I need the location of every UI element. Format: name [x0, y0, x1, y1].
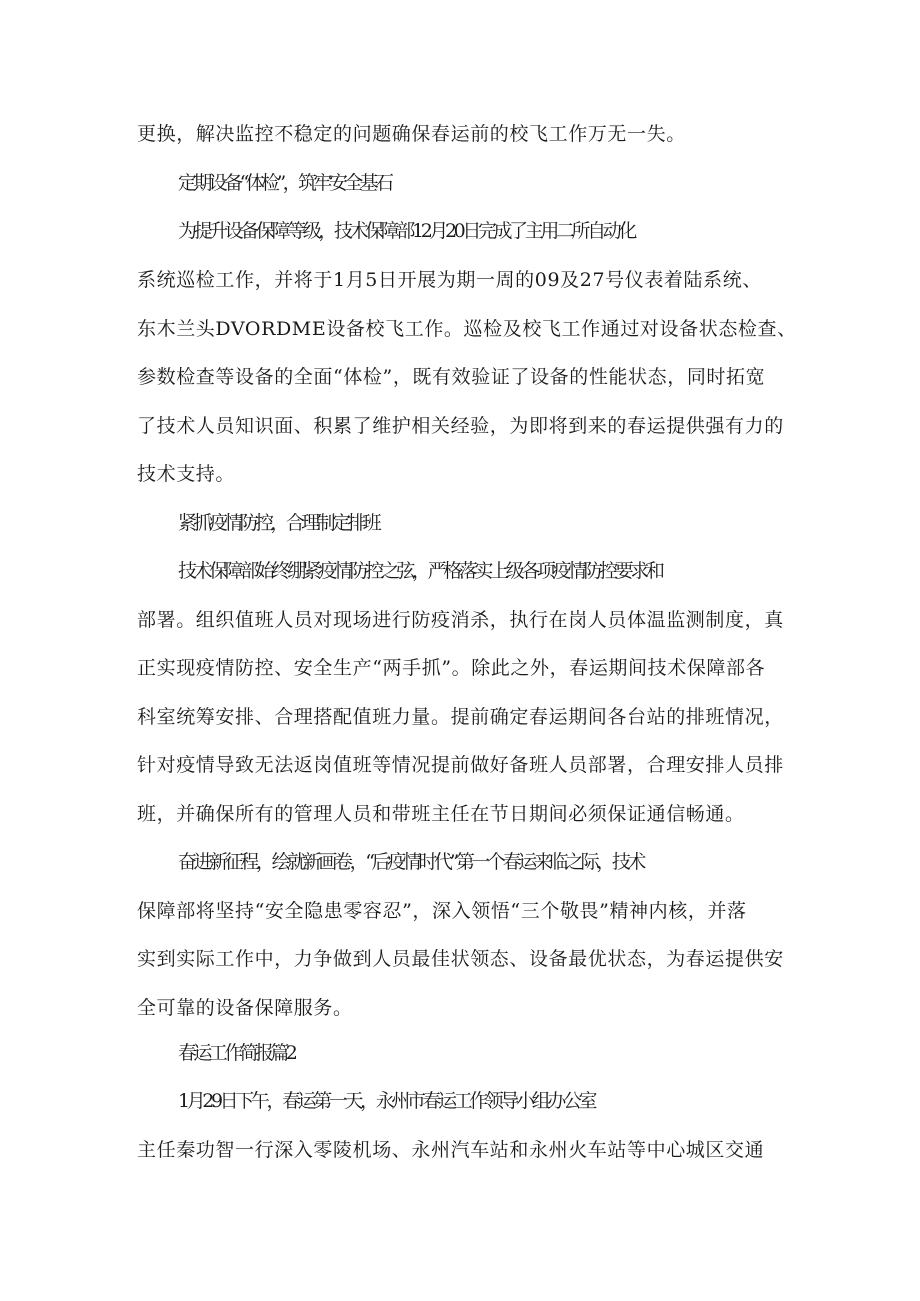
paragraph-line: 主任秦功智一行深入零陵机场、永州汽车站和永州火车站等中心城区交通 [137, 1139, 765, 1161]
paragraph-line: 班，并确保所有的管理人员和带班主任在节日期间必须保证通信畅通。 [137, 803, 745, 825]
paragraph-line: 奋进新征程，绘就新画卷，“后疫情时代”第一个春运来临之际，技术 [178, 851, 644, 873]
paragraph-line: 实到实际工作中，力争做到人员最佳状领态、设备最优状态，为春运提供安 [137, 948, 784, 970]
paragraph-line: 1月29日下午，春运第一天，永州市春运工作领导小组办公室 [178, 1090, 595, 1112]
paragraph-line: 针对疫情导致无法返岗值班等情况提前做好备班人员部署，合理安排人员排 [137, 754, 784, 776]
paragraph-line: 为提升设备保障等级，技术保障部12月20日完成了主用二所自动化 [178, 220, 634, 242]
section-heading: 定期设备“体检”，筑牢安全基石 [178, 172, 391, 194]
paragraph-line: 正实现疫情防控、安全生产“两手抓”。除此之外，春运期间技术保障部各 [137, 657, 766, 679]
paragraph-line: 部署。组织值班人员对现场进行防疫消杀，执行在岗人员体温监测制度，真 [137, 609, 784, 631]
paragraph-line: 更换，解决监控不稳定的问题确保春运前的校飞工作万无一失。 [137, 123, 686, 145]
paragraph-line: 东木兰头DVORDME设备校飞工作。巡检及校飞工作通过对设备状态检查、 [137, 318, 797, 340]
paragraph-line: 参数检查等设备的全面“体检”，既有效验证了设备的性能状态，同时拓宽 [137, 366, 766, 388]
section-heading: 春运工作简报篇2 [178, 1042, 295, 1064]
paragraph-line: 全可靠的设备保障服务。 [137, 997, 353, 1019]
paragraph-line: 科室统筹安排、合理搭配值班力量。提前确定春运期间各台站的排班情况， [137, 706, 784, 728]
paragraph-line: 保障部将坚持“安全隐患零容忍”，深入领悟“三个敬畏”精神内核，并落 [137, 900, 747, 922]
section-heading: 紧抓疫情防控，合理制定排班 [178, 512, 379, 534]
paragraph-line: 技术支持。 [137, 463, 236, 485]
paragraph-line: 了技术人员知识面、积累了维护相关经验，为即将到来的春运提供强有力的 [137, 415, 784, 437]
paragraph-line: 系统巡检工作，并将于1月5日开展为期一周的09及27号仪表着陆系统、 [137, 269, 762, 291]
paragraph-line: 技术保障部始终绷紧疫情防控之弦，严格落实上级各项疫情防控要求和 [178, 560, 662, 582]
